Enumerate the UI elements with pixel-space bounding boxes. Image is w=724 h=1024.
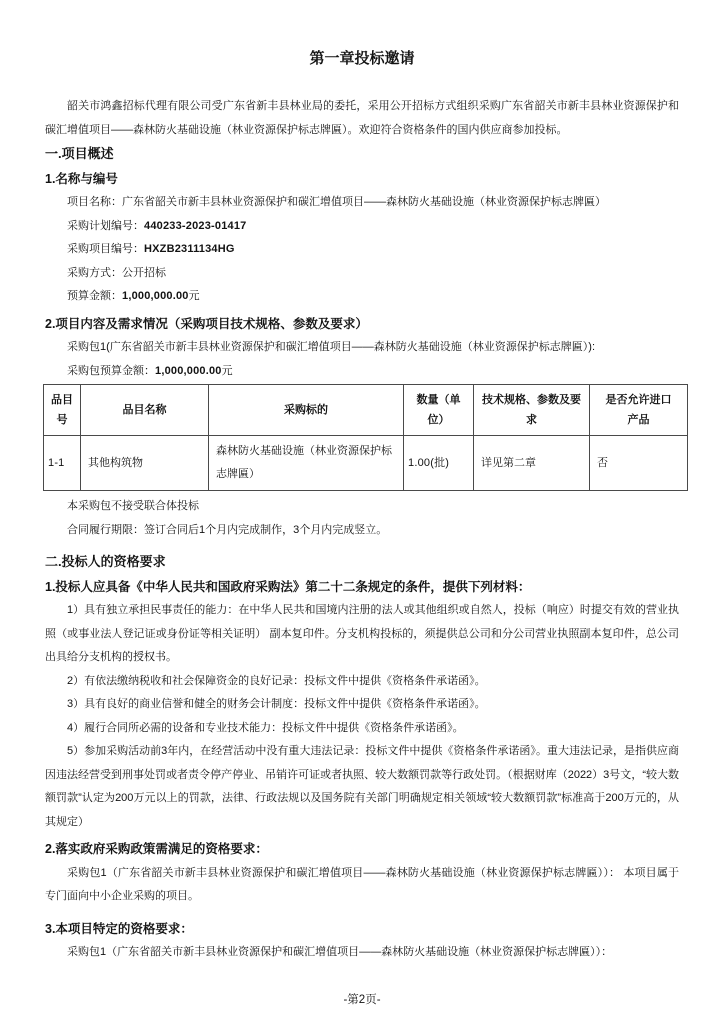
qualification-item-4: 4）履行合同所必需的设备和专业技术能力：投标文件中提供《资格条件承诺函》。	[67, 721, 464, 734]
field-unit: 元	[188, 290, 200, 302]
table-row	[44, 436, 688, 491]
cell-import-allowed: 否	[590, 436, 688, 491]
section-qualification-heading: 二.投标人的资格要求	[45, 554, 166, 569]
qualification-item-3: 3）具有良好的商业信誉和健全的财务会计制度：投标文件中提供《资格条件承诺函》。	[67, 698, 486, 710]
col-header-quantity: 数量（单位）	[404, 385, 474, 436]
field-label: 采购方式：	[67, 266, 122, 279]
col-header-item-name: 品目名称	[81, 385, 209, 436]
col-header-item-no: 品目号	[44, 385, 81, 436]
col-header-subject: 采购标的	[209, 385, 404, 436]
cell-subject: 森林防火基础设施（林业资源保护标志牌匾）	[209, 436, 404, 491]
contract-period-line: 合同履行期限：签订合同后1个月内完成制作，3个月内完成竖立。	[67, 523, 388, 536]
field-value: HXZB2311134HG	[144, 243, 235, 255]
qualification-specific-heading: 3.本项目特定的资格要求：	[45, 921, 193, 936]
field-value: 1,000,000.00	[122, 290, 189, 302]
qualification-policy-heading: 2.落实政府采购政策需满足的资格要求：	[45, 842, 268, 856]
field-value: 广东省韶关市新丰县林业资源保护和碳汇增值项目——森林防火基础设施（林业资源保护标志牌匾）	[122, 196, 606, 208]
page-number-footer: -第2页-	[343, 994, 381, 1006]
section-overview-heading: 一.项目概述	[45, 146, 114, 161]
intro-paragraph: 韶关市鸿鑫招标代理有限公司受广东省新丰县林业局的委托，采用公开招标方式组织采购广东省韶关市新丰县林业资源保护和碳汇增值项目——森林防火基础设施（林业资源保护标志牌匾）。欢迎符合资格条件的国内供应商参加投标。	[45, 100, 679, 136]
qualification-policy-body: 采购包1（广东省韶关市新丰县林业资源保护和碳汇增值项目——森林防火基础设施（林业资源保护标志牌匾））： 本项目属于专门面向中小企业采购的项目。	[45, 866, 679, 902]
field-project-name	[45, 191, 679, 215]
field-unit: 元	[221, 364, 233, 377]
field-package-budget	[45, 360, 679, 384]
field-value: 公开招标	[122, 266, 166, 279]
subsection-content-req-heading: 2.项目内容及需求情况（采购项目技术规格、参数及要求）	[45, 316, 368, 331]
field-label: 预算金额：	[67, 290, 122, 302]
field-label: 采购包预算金额：	[67, 364, 155, 377]
no-consortium-note: 本采购包不接受联合体投标	[67, 500, 199, 512]
field-value: 1,000,000.00	[155, 364, 222, 377]
field-plan-number	[45, 215, 679, 239]
subsection-name-number-heading: 1.名称与编号	[45, 171, 118, 186]
qualification-specific-body: 采购包1（广东省韶关市新丰县林业资源保护和碳汇增值项目——森林防火基础设施（林业资源保护标志牌匾））：	[67, 946, 613, 958]
field-label: 采购计划编号：	[67, 219, 144, 232]
cell-tech-spec: 详见第二章	[474, 436, 590, 491]
field-project-number	[45, 238, 679, 262]
procurement-items-table	[43, 384, 688, 491]
package-line: 采购包1(广东省韶关市新丰县林业资源保护和碳汇增值项目——森林防火基础设施（林业资源保护标志牌匾）):	[67, 341, 595, 353]
col-header-tech-spec: 技术规格、参数及要求	[474, 385, 590, 436]
qualification-basic-heading: 1.投标人应具备《中华人民共和国政府采购法》第二十二条规定的条件，提供下列材料：	[45, 579, 531, 594]
col-header-import-allowed: 是否允许进口产品	[590, 385, 688, 436]
field-label: 项目名称：	[67, 196, 122, 208]
chapter-title: 第一章投标邀请	[309, 50, 415, 67]
field-procurement-method	[45, 262, 679, 286]
table-header-row	[44, 385, 688, 436]
qualification-item-1: 1）具有独立承担民事责任的能力：在中华人民共和国境内注册的法人或其他组织或自然人，投标（响应）时提交有效的营业执照（或事业法人登记证或身份证等相关证明） 副本复印件。分支机构投标的，须提供总公司和分公司营业执照副本复印件，总公司出具给分支机构的授权书。	[45, 604, 679, 663]
cell-item-no: 1-1	[44, 436, 81, 491]
cell-item-name: 其他构筑物	[81, 436, 209, 491]
qualification-item-5: 5）参加采购活动前3年内，在经营活动中没有重大违法记录：投标文件中提供《资格条件承诺函》。重大违法记录，是指供应商因违法经营受到刑事处罚或者责令停产停业、吊销许可证或者执照、较大数额罚款等行政处罚。（根据财库（2022）3号文，“较大数额罚款”认定为200万元以上的罚款，法律、行政法规以及国务院有关部门明确规定相关领域“较大数额罚款”标准高于200万元的，从其规定）	[45, 745, 679, 828]
field-label: 采购项目编号：	[67, 243, 144, 255]
qualification-item-2: 2）有依法缴纳税收和社会保障资金的良好记录：投标文件中提供《资格条件承诺函》。	[67, 674, 486, 687]
field-value: 440233-2023-01417	[144, 219, 247, 232]
cell-quantity: 1.00(批)	[404, 436, 474, 491]
field-budget	[45, 285, 679, 309]
